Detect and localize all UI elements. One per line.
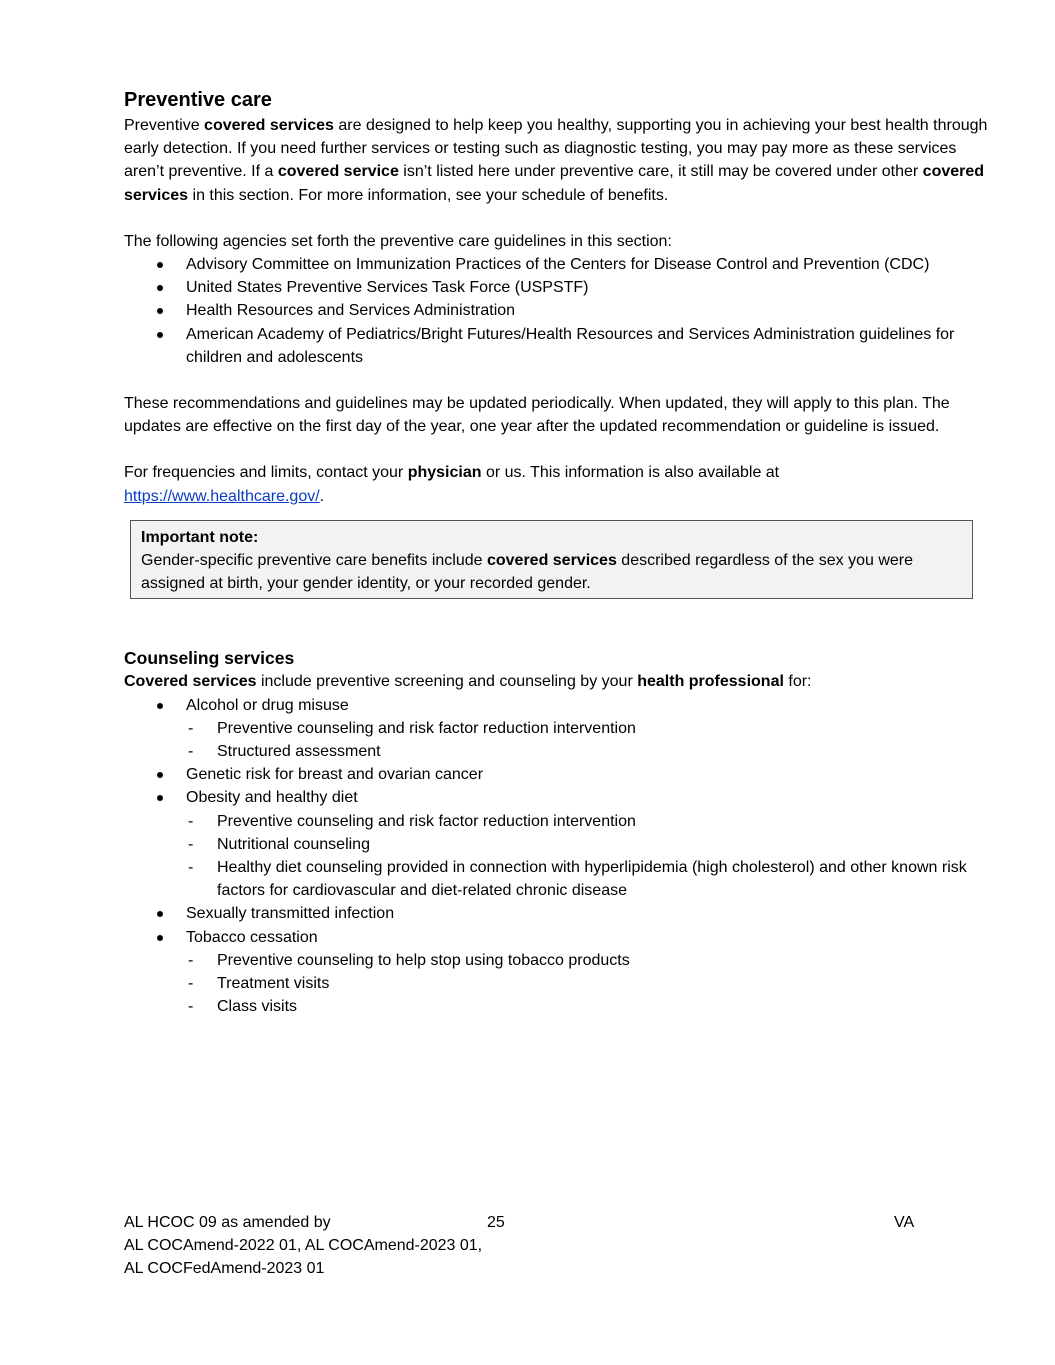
footer-form-id: AL HCOC 09 as amended by AL COCAmend-2022 01, AL COCAmend-2023 01, AL COCFedAmend-2023 01	[124, 1214, 483, 1278]
sub-list-item: - Preventive counseling and risk factor reduction intervention	[186, 810, 994, 833]
footer-state: VA	[894, 1214, 915, 1231]
subsection-title: Counseling services	[124, 648, 295, 669]
note-heading: Important note:	[141, 528, 259, 546]
sub-list-item: - Structured assessment	[186, 740, 994, 763]
bullet-icon	[157, 308, 163, 314]
list-item: Tobacco cessation - Preventive counseling to help stop using tobacco products - Treatment visits - Class visits	[124, 926, 994, 1019]
counseling-intro: Covered services include preventive screening and counseling by your health professional for:	[124, 673, 812, 691]
note-text: Gender-specific preventive care benefits include covered services described regardless of the sex you were assigned at birth, your gender identity, or your recorded gender.	[141, 552, 913, 593]
bullet-icon	[157, 262, 163, 268]
list-item: United States Preventive Services Task Force (USPSTF)	[124, 276, 994, 299]
page-footer	[124, 1211, 924, 1281]
list-item: Alcohol or drug misuse - Preventive counseling and risk factor reduction intervention - Structured assessment	[124, 694, 994, 764]
bullet-icon	[157, 911, 163, 917]
term-covered-services: covered services	[204, 117, 334, 134]
term-covered-services: Covered services	[124, 673, 257, 691]
bullet-icon	[157, 703, 163, 709]
sub-list	[186, 949, 994, 1019]
term-covered-service: covered service	[277, 163, 399, 181]
dash-icon: -	[188, 951, 194, 969]
bullet-icon	[157, 332, 163, 338]
document-page	[124, 88, 994, 1019]
list-item: Obesity and healthy diet - Preventive counseling and risk factor reduction intervention - Nutritional counseling - Healthy diet counseling provided in connection with hyperlipidemia (high cholesterol) and other known risk factors for cardiovascular and diet-related chronic disease	[124, 786, 994, 902]
section-title: Preventive care	[124, 89, 272, 111]
term-physician: physician	[407, 464, 482, 482]
term-covered-services: covered services	[124, 163, 985, 204]
sub-list-item: - Class visits	[186, 995, 994, 1018]
term-covered-services: covered services	[486, 552, 617, 570]
dash-icon: -	[188, 812, 194, 830]
agencies-intro: The following agencies set forth the preventive care guidelines in this section:	[124, 232, 672, 250]
sub-list-item: - Preventive counseling and risk factor reduction intervention	[186, 717, 994, 740]
updates-paragraph: These recommendations and guidelines may be updated periodically. When updated, they will apply to this plan. The updates are effective on the first day of the year, one year after the updated recommendation or guideline is issued.	[124, 395, 950, 436]
healthcare-gov-link[interactable]: https://www.healthcare.gov/	[124, 487, 320, 505]
dash-icon: -	[188, 835, 194, 853]
sub-list-item: - Nutritional counseling	[186, 833, 994, 856]
list-item: Genetic risk for breast and ovarian cancer	[124, 763, 994, 786]
frequencies-paragraph: For frequencies and limits, contact your physician or us. This information is also available at https://www.healthcare.gov/.	[124, 464, 780, 505]
dash-icon: -	[188, 719, 194, 737]
dash-icon: -	[188, 859, 194, 877]
list-item: Health Resources and Services Administration	[124, 299, 994, 322]
sub-list-item: - Treatment visits	[186, 972, 994, 995]
bullet-icon	[157, 935, 163, 941]
bullet-icon	[157, 285, 163, 291]
bullet-icon	[157, 795, 163, 801]
sub-list	[186, 810, 994, 903]
counseling-list	[124, 694, 994, 1019]
dash-icon: -	[188, 975, 194, 993]
list-item: American Academy of Pediatrics/Bright Futures/Health Resources and Services Administration guidelines for children and adolescents	[124, 323, 994, 369]
agencies-list	[124, 253, 994, 369]
sub-list-item: - Preventive counseling to help stop using tobacco products	[186, 949, 994, 972]
dash-icon: -	[188, 998, 194, 1016]
list-item: Sexually transmitted infection	[124, 902, 994, 925]
preventive-intro-paragraph: Preventive covered services are designed to help keep you healthy, supporting you in achieving your best health through early detection. If you need further services or testing such as diagnostic testing, you may pay more as these services aren’t preventive. If a covered service isn’t listed here under preventive care, it still may be covered under other covered services in this section. For more information, see your schedule of benefits.	[124, 117, 988, 204]
dash-icon: -	[188, 743, 194, 761]
sub-list	[186, 717, 994, 763]
term-health-professional: health professional	[637, 673, 784, 691]
important-note-box	[130, 520, 973, 600]
list-item: Advisory Committee on Immunization Practices of the Centers for Disease Control and Prevention (CDC)	[124, 253, 994, 276]
bullet-icon	[157, 772, 163, 778]
sub-list-item: - Healthy diet counseling provided in connection with hyperlipidemia (high cholesterol) and other known risk factors for cardiovascular and diet-related chronic disease	[186, 856, 994, 902]
page-number: 25	[487, 1214, 505, 1231]
